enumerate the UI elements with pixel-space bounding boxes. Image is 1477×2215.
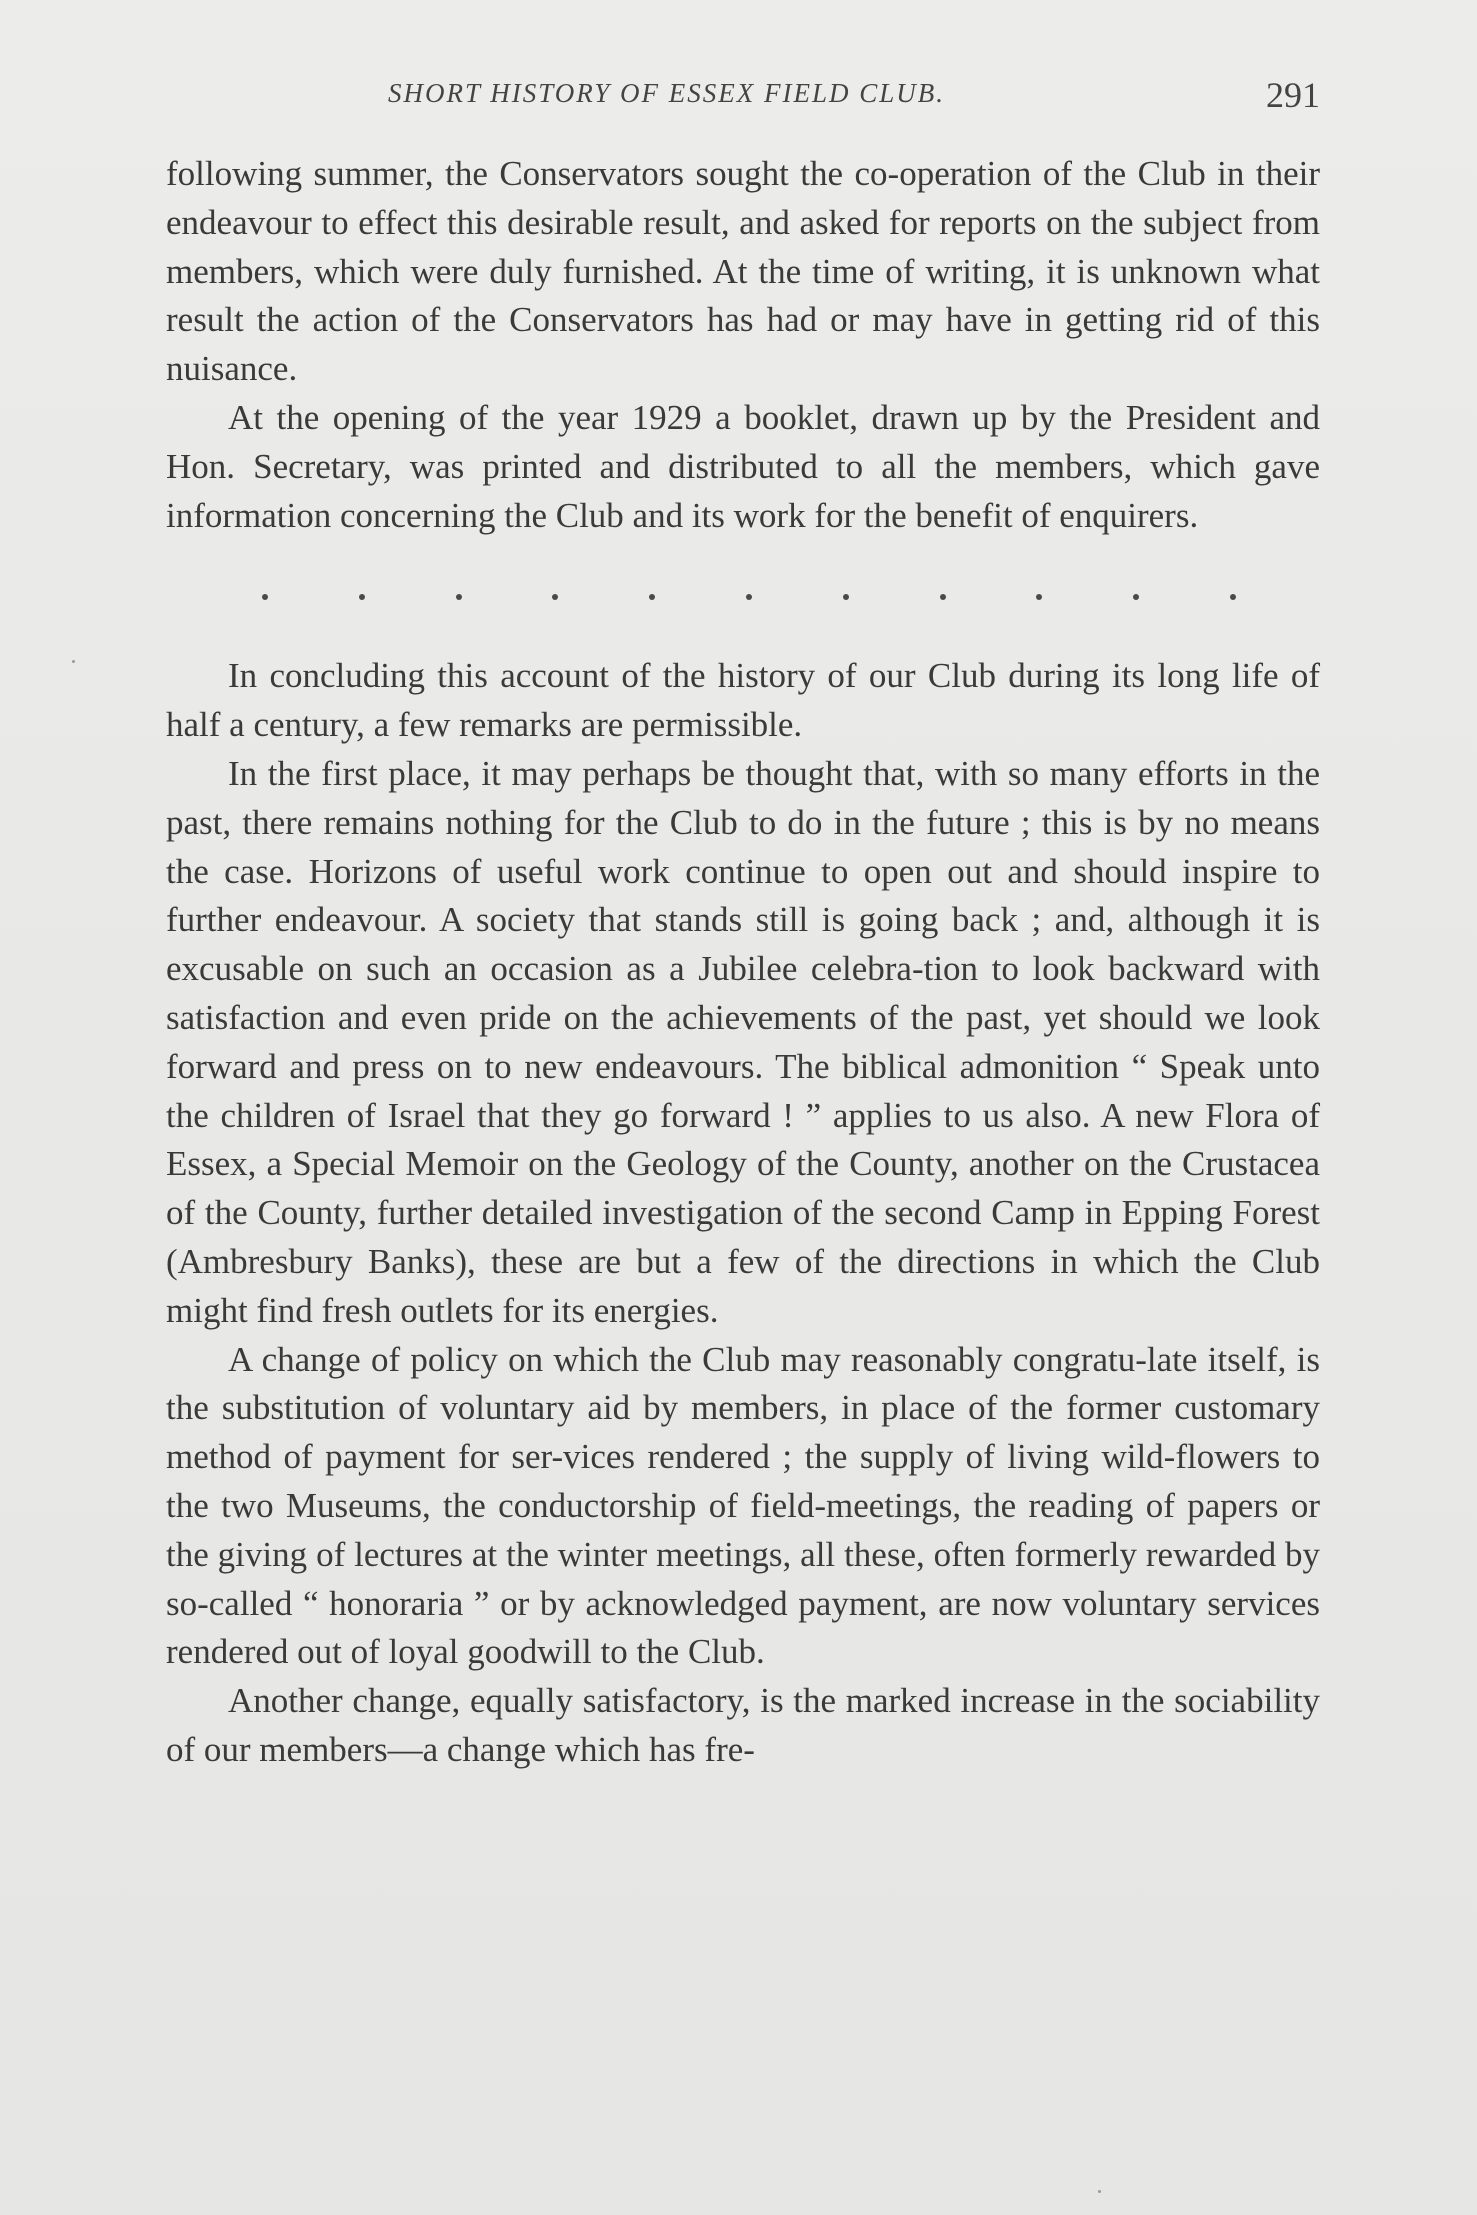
separator-dot	[1036, 594, 1042, 600]
paragraph-2: At the opening of the year 1929 a booklet, drawn up by the President and Hon. Secretary, was printed and distributed to all the members, which gave information concerning the Club and its work for the benefit of enquirers.	[166, 397, 1320, 535]
paper-speck	[72, 660, 75, 663]
paragraph-6: Another change, equally satisfactory, is the marked increase in the sociability of our members—a change which has fre-	[166, 1681, 1320, 1769]
separator-dot	[843, 594, 849, 600]
separator-dot	[456, 594, 462, 600]
paragraph-3: In concluding this account of the history of our Club during its long life of half a century, a few remarks are permissible.	[166, 656, 1320, 745]
separator-dot	[552, 594, 558, 600]
separator-dot	[746, 594, 752, 600]
running-head	[166, 75, 1320, 128]
paper-speck	[1098, 2190, 1101, 2193]
paragraph-5: A change of policy on which the Club may reasonably congratu-late itself, is the substitution of voluntary aid by members, in place of the former customary method of payment for ser-vices rendered ; the supply of living wild-flowers to the two Museums, the conductorship of field-meetings, the reading of papers or the giving of lectures at the winter meetings, all these, often formerly rewarded by so-called “ honoraria ” or by acknowledged payment, are now voluntary services rendered out of loyal goodwill to the Club.	[166, 1339, 1320, 1672]
paragraph-1: following summer, the Conservators sought the co-operation of the Club in their endeavour to effect this desirable result, and asked for reports on the subject from members, which were duly furnished. At the time of writing, it is unknown what result the action of the Conservators has had or may have in getting rid of this nuisance.	[166, 154, 1320, 389]
separator-dot	[940, 594, 946, 600]
page-number: 291	[1266, 75, 1320, 115]
separator-dot	[649, 594, 655, 600]
running-title: SHORT HISTORY OF ESSEX FIELD CLUB.	[388, 78, 946, 108]
separator-dot	[262, 594, 268, 600]
body-text	[166, 150, 1320, 1775]
separator-dot	[1230, 594, 1236, 600]
separator-dot	[359, 594, 365, 600]
paragraph-4: In the first place, it may perhaps be thought that, with so many efforts in the past, there remains nothing for the Club to do in the future ; this is by no means the case. Horizons of useful work continue to open out and should inspire to further endeavour. A society that stands still is going back ; and, although it is excusable on such an occasion as a Jubilee celebra-tion to look backward with satisfaction and even pride on the achievements of the past, yet should we look forward and press on to new endeavours. The biblical admonition “ Speak unto the children of Israel that they go forward ! ” applies to us also. A new Flora of Essex, a Special Memoir on the Geology of the County, another on the Crustacea of the County, further detailed investigation of the second Camp in Epping Forest (Ambresbury Banks), these are but a few of the directions in which the Club might find fresh outlets for its energies.	[166, 753, 1320, 1330]
section-separator-dots	[166, 572, 1320, 622]
separator-dot	[1133, 594, 1139, 600]
